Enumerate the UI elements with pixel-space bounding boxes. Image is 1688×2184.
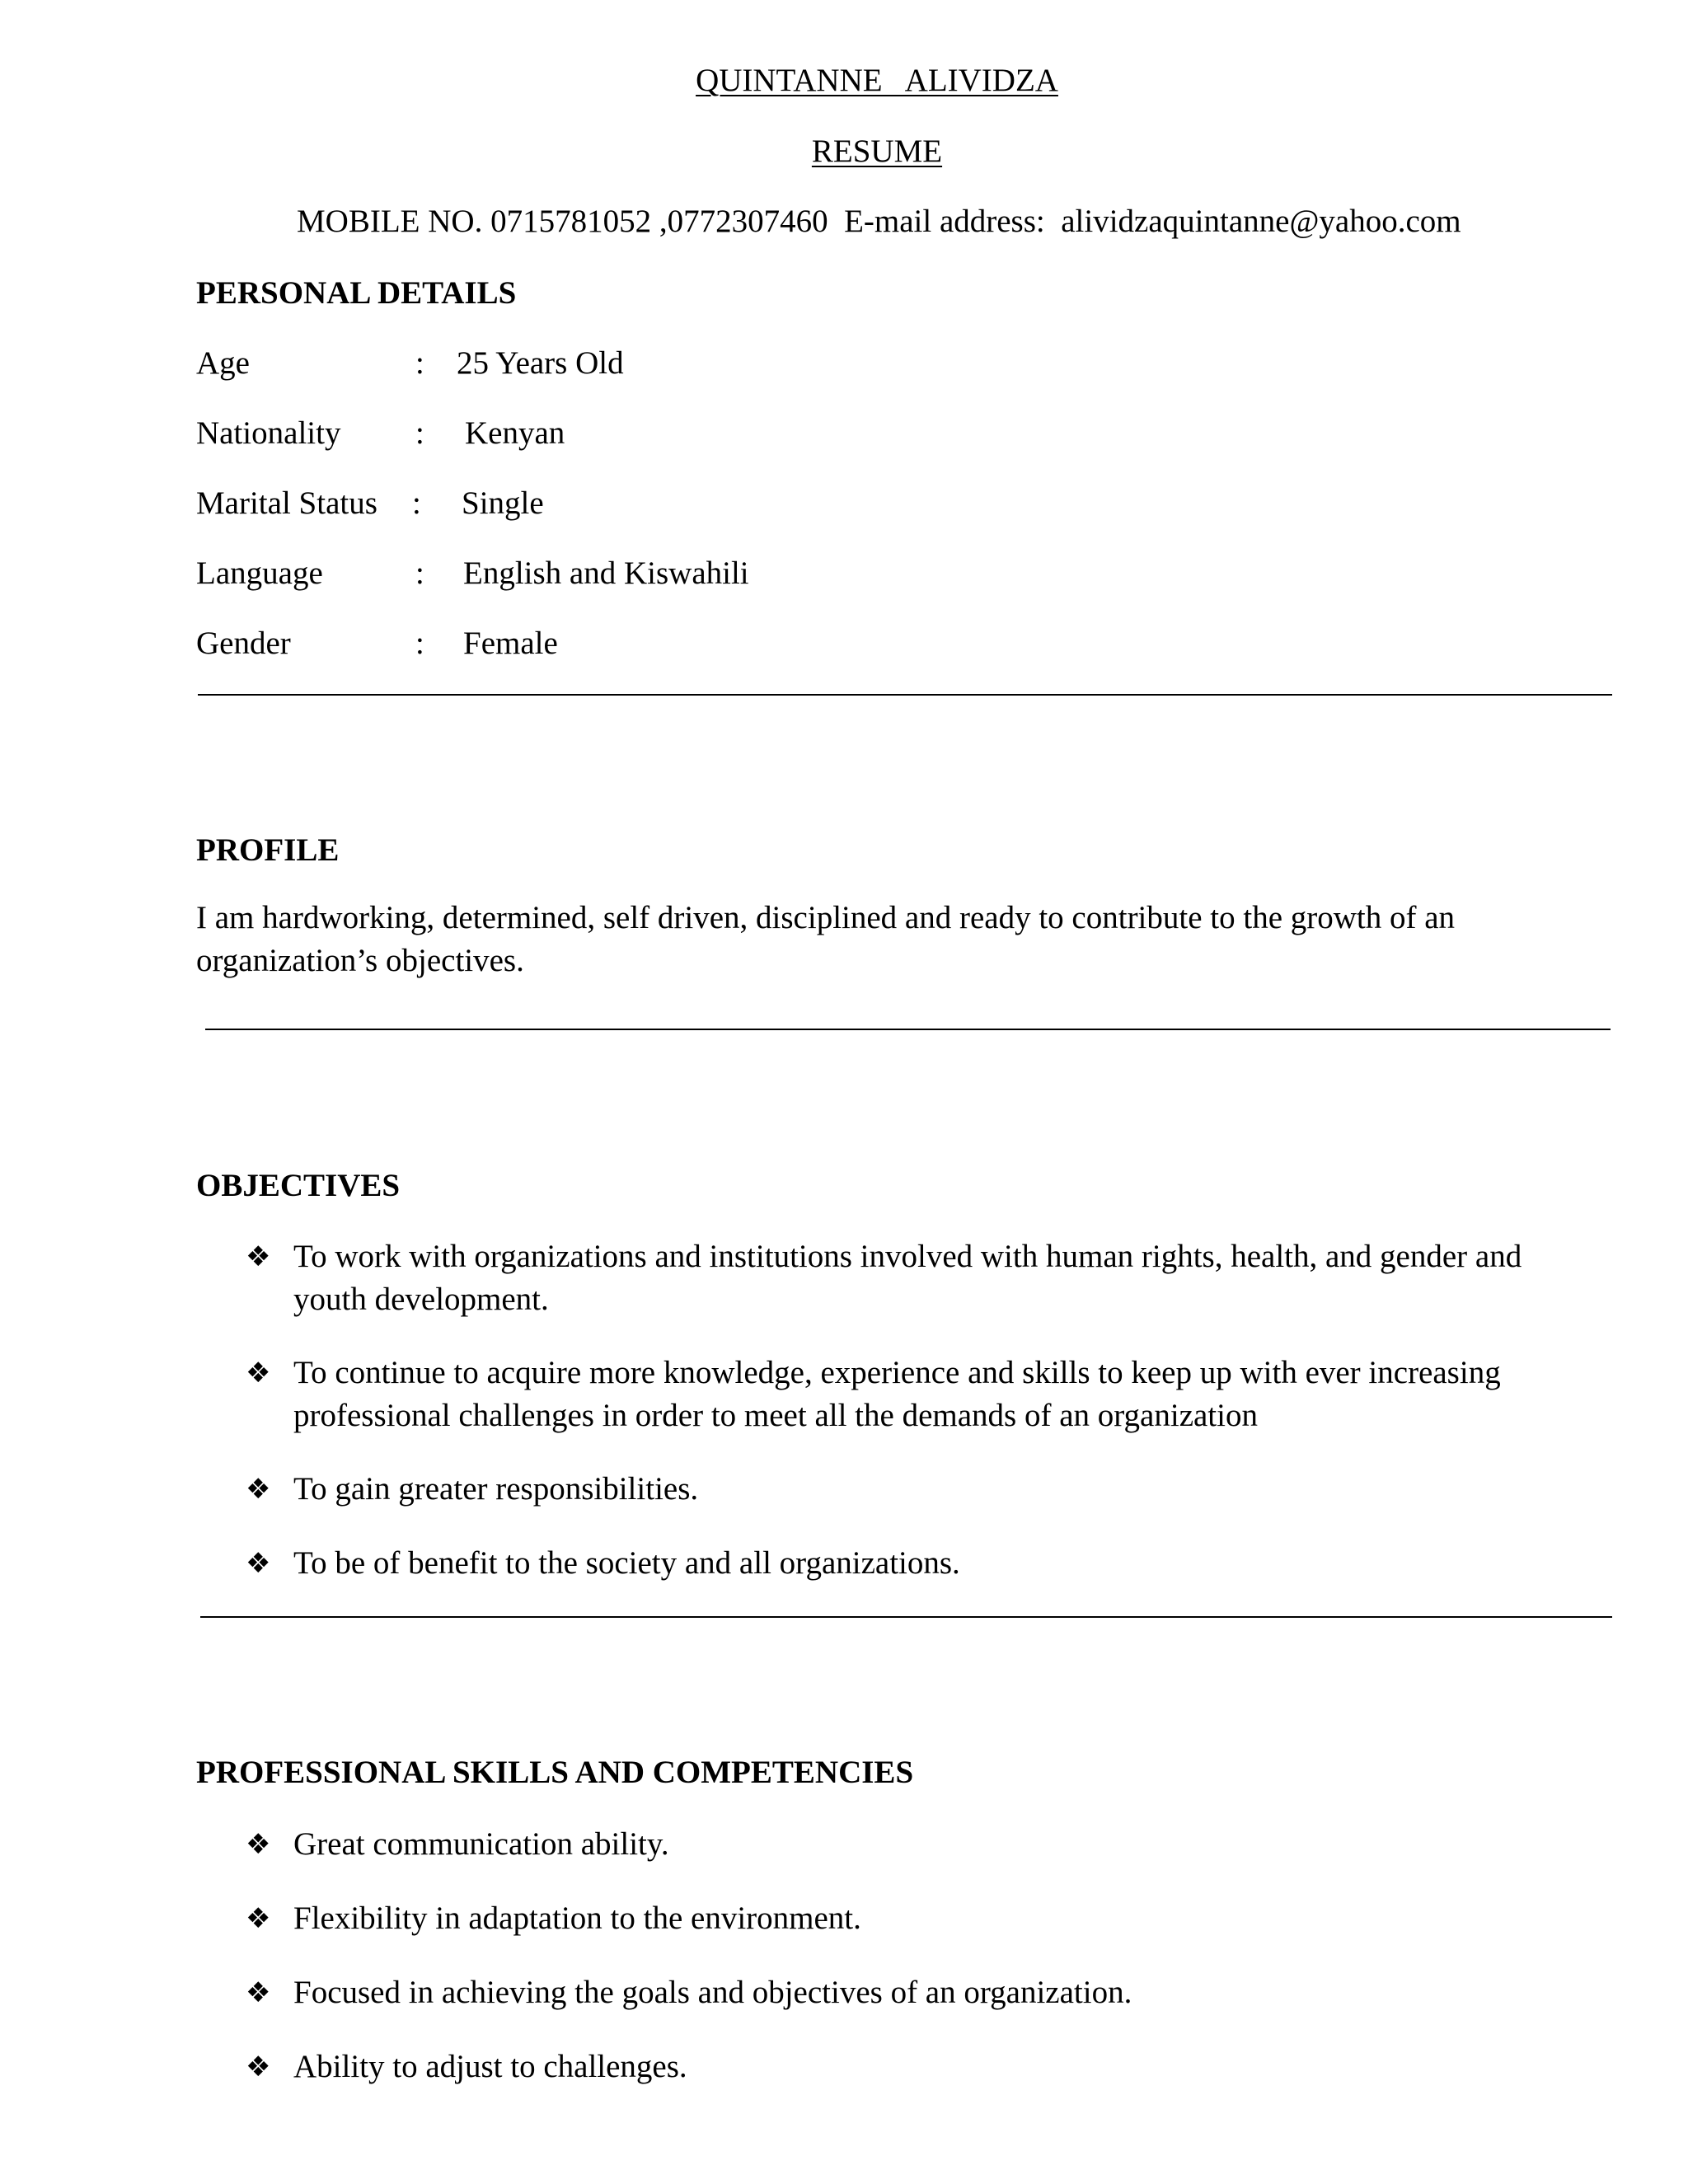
four-diamond-bullet-icon: ❖ [246,1357,271,1390]
detail-value: English and Kiswahili [463,555,749,591]
skill-text: Focused in achieving the goals and objectives of an organization. [293,1975,1132,2010]
four-diamond-bullet-icon: ❖ [246,1828,271,1861]
personal-details-heading: PERSONAL DETAILS [196,275,517,311]
objectives-heading: OBJECTIVES [196,1168,401,1203]
detail-row-marital-status [196,484,1185,523]
detail-colon: : [415,345,424,381]
detail-value: 25 Years Old [457,345,624,381]
detail-colon: : [412,485,421,521]
four-diamond-bullet-icon: ❖ [246,1473,271,1506]
detail-row-language [196,554,1185,593]
four-diamond-bullet-icon: ❖ [246,1976,271,2009]
detail-label: Age [196,345,250,381]
four-diamond-bullet-icon: ❖ [246,2050,271,2083]
detail-row-age [196,344,1185,383]
detail-row-gender [196,624,1185,663]
section-divider [198,694,1612,696]
section-divider [205,1029,1611,1030]
detail-colon: : [415,626,424,661]
objective-text: To continue to acquire more knowledge, experience and skills to keep up with ever increasing professional challenges in order to meet all the demands of an organization [293,1355,1501,1433]
detail-label: Nationality [196,415,341,451]
detail-colon: : [415,555,424,591]
profile-heading: PROFILE [196,832,340,868]
objective-text: To work with organizations and institutions involved with human rights, health, and gender and youth development. [293,1239,1522,1317]
resume-name: QUINTANNE ALIVIDZA [696,63,1058,98]
objective-text: To gain greater responsibilities. [293,1471,699,1507]
detail-value: Single [462,485,544,521]
detail-value: Kenyan [465,415,565,451]
four-diamond-bullet-icon: ❖ [246,1902,271,1935]
detail-row-nationality [196,414,1185,453]
contact-line: MOBILE NO. 0715781052 ,0772307460 E-mail address: alividzaquintanne@yahoo.com [297,204,1461,239]
four-diamond-bullet-icon: ❖ [246,1547,271,1580]
skill-text: Ability to adjust to challenges. [293,2049,687,2084]
detail-value: Female [463,626,558,661]
four-diamond-bullet-icon: ❖ [246,1240,271,1273]
skill-text: Flexibility in adaptation to the environment. [293,1900,861,1936]
detail-label: Gender [196,626,291,661]
objective-text: To be of benefit to the society and all organizations. [293,1545,960,1581]
detail-colon: : [415,415,424,451]
skills-heading: PROFESSIONAL SKILLS AND COMPETENCIES [196,1755,914,1790]
detail-label: Marital Status [196,485,377,521]
skill-text: Great communication ability. [293,1826,669,1862]
document-title: RESUME [811,134,943,169]
section-divider [200,1616,1612,1618]
detail-label: Language [196,555,323,591]
profile-text: I am hardworking, determined, self driven, disciplined and ready to contribute to the growth of an organization’s objectives. [196,900,1456,978]
